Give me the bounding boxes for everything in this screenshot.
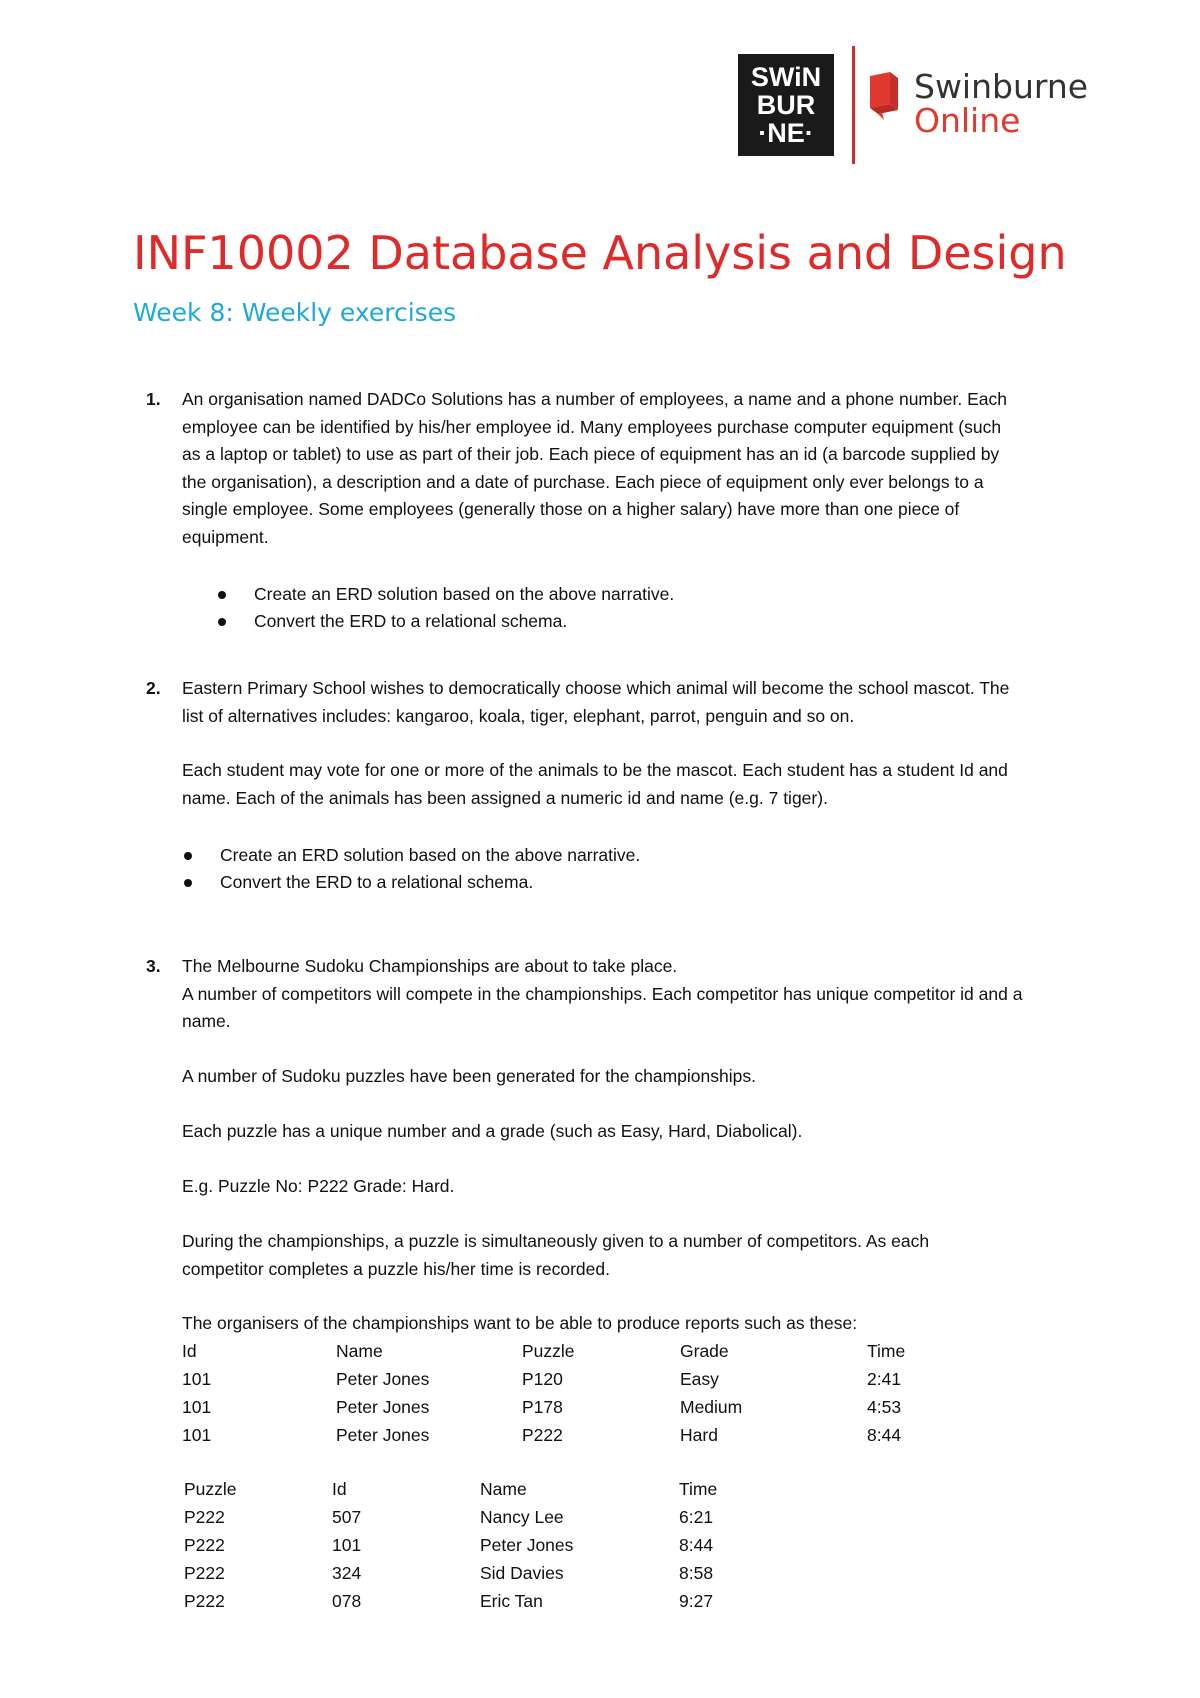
table-cell: 101 [182,1397,212,1417]
q1-line: as a laptop or tablet) to use as part of their job. Each piece of equipment has an id (a barcode supplied by [182,444,1000,464]
table-row [184,1531,744,1559]
table-cell: 101 [182,1425,212,1445]
q1-bullet-item [218,608,568,636]
table-header-cell: Grade [680,1341,729,1361]
q3-line: During the championships, a puzzle is simultaneously given to a number of competitors. As each [182,1231,930,1251]
table-header-cell: Puzzle [184,1479,237,1499]
bullet-dot-icon [218,618,226,626]
logo-divider [852,46,855,164]
logo-wordmark-line2: Online [914,101,1021,140]
q2-bullet-item [184,842,641,870]
table-header-cell: Puzzle [522,1341,575,1361]
q3-paragraph: Each puzzle has a unique number and a grade (such as Easy, Hard, Diabolical). [182,1121,803,1141]
table-cell: Nancy Lee [480,1507,564,1527]
table-cell: P222 [184,1507,225,1527]
table-cell: Hard [680,1425,718,1445]
q2-line: Each student may vote for one or more of the animals to be the mascot. Each student has a student Id and [182,760,1008,780]
table-header-row [184,1475,744,1503]
table-cell: 4:53 [867,1397,902,1417]
bullet-dot-icon [184,852,192,860]
swinburne-logo-box [738,54,834,156]
table-cell: P120 [522,1369,563,1389]
table-cell: P222 [184,1563,225,1583]
question-number: 1. [146,389,161,409]
q3-line: A number of competitors will compete in the championships. Each competitor has unique competitor id and a [182,983,1023,1004]
table-cell: 2:41 [867,1369,902,1389]
table-cell: 8:58 [679,1563,714,1583]
logo-box-line: ·NE· [758,118,814,148]
table-cell: Peter Jones [336,1425,430,1445]
table-header-cell: Name [480,1479,527,1499]
q2-line: list of alternatives includes: kangaroo, koala, tiger, elephant, parrot, penguin and so on. [182,705,855,726]
logo-wordmark-line1: Swinburne [914,67,1089,106]
q2-bullet-text: Convert the ERD to a relational schema. [220,872,534,892]
q2-bullet-text: Create an ERD solution based on the above narrative. [220,845,641,865]
q3-line: name. [182,1011,231,1031]
table-cell: Sid Davies [480,1563,564,1583]
swinburne-online-icon [866,70,902,120]
table-cell: Eric Tan [480,1591,543,1611]
table-header-cell: Name [336,1341,383,1361]
q1-line: employee can be identified by his/her employee id. Many employees purchase computer equipment (such [182,416,1002,437]
table-cell: Peter Jones [336,1369,430,1389]
table-cell: 8:44 [867,1425,902,1445]
table-header-cell: Time [867,1341,906,1361]
question-number: 3. [146,956,161,976]
report-table-by-puzzle [184,1475,744,1615]
table-header-cell: Id [332,1479,347,1499]
question-number: 2. [146,678,161,698]
table-cell: P222 [522,1425,563,1445]
table-row [184,1587,744,1615]
bullet-dot-icon [184,879,192,887]
q1-line: the organisation), a description and a date of purchase. Each piece of equipment only ever belongs to a [182,471,984,492]
table-cell: Easy [680,1369,719,1389]
document-subtitle: Week 8: Weekly exercises [133,298,457,327]
table-header-cell: Time [679,1479,718,1499]
q2-bullet-item [184,869,534,897]
table-row [182,1365,942,1393]
q2-line: Eastern Primary School wishes to democratically choose which animal will become the school mascot. The [182,678,1010,698]
table-cell: 324 [332,1563,362,1583]
q1-bullet-text: Convert the ERD to a relational schema. [254,611,568,631]
table-cell: P222 [184,1591,225,1611]
q1-line: single employee. Some employees (generally those on a higher salary) have more than one piece of [182,499,960,519]
q3-line: competitor completes a puzzle his/her time is recorded. [182,1258,610,1279]
table-cell: 6:21 [679,1507,714,1527]
q3-line: The Melbourne Sudoku Championships are about to take place. [182,956,678,976]
q3-paragraph: E.g. Puzzle No: P222 Grade: Hard. [182,1176,455,1196]
q3-paragraph: A number of Sudoku puzzles have been generated for the championships. [182,1066,756,1086]
table-cell: 8:44 [679,1535,714,1555]
table-cell: 507 [332,1507,362,1527]
table-cell: P178 [522,1397,563,1417]
table-cell: P222 [184,1535,225,1555]
table-cell: 101 [182,1369,212,1389]
table-header-row [182,1337,942,1365]
q1-line: An organisation named DADCo Solutions has a number of employees, a name and a phone number. Each [182,389,1007,409]
logo-box-line: BUR [756,90,816,120]
table-row [182,1393,942,1421]
q3-paragraph: The organisers of the championships want to be able to produce reports such as these: [182,1313,858,1333]
bullet-dot-icon [218,591,226,599]
q2-line: name. Each of the animals has been assigned a numeric id and name (e.g. 7 tiger). [182,787,828,808]
logo-wordmark [914,67,1089,140]
table-row [184,1559,744,1587]
q1-line: equipment. [182,526,269,547]
q1-bullet-text: Create an ERD solution based on the above narrative. [254,584,675,604]
q1-bullet-item [218,581,675,609]
table-cell: Peter Jones [336,1397,430,1417]
table-row [182,1421,942,1449]
table-header-cell: Id [182,1341,197,1361]
table-cell: Medium [680,1397,743,1417]
table-row [184,1503,744,1531]
logo-box-line: SWiN [750,62,822,92]
table-cell: 078 [332,1591,362,1611]
table-cell: 101 [332,1535,362,1555]
report-table-by-competitor [182,1337,942,1449]
document-title: INF10002 Database Analysis and Design [133,226,1067,280]
table-cell: 9:27 [679,1591,714,1611]
table-cell: Peter Jones [480,1535,574,1555]
